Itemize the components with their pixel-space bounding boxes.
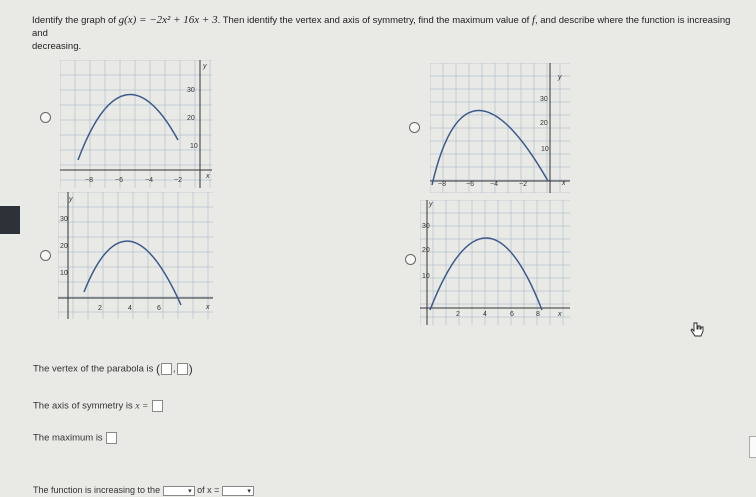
y-tick: 20: [60, 243, 68, 250]
x-tick: 4: [128, 305, 132, 312]
x-axis-label: x: [206, 304, 210, 311]
graph-d-ticks: [422, 201, 562, 318]
option-a-radio[interactable]: [40, 112, 51, 123]
vertex-x-input[interactable]: [161, 363, 172, 375]
chevron-down-icon: ▾: [247, 487, 251, 495]
function-expression: g(x) = −2x² + 16x + 3: [118, 14, 218, 26]
graph-c-svg: [58, 192, 213, 319]
vertex-label: The vertex of the parabola is: [33, 363, 154, 375]
option-b-graph: [430, 63, 570, 193]
parabola-curve: [430, 238, 542, 310]
maximum-input[interactable]: [106, 432, 117, 444]
grid-lines: [58, 192, 213, 319]
grid-lines: [430, 63, 570, 193]
x-tick: −4: [145, 177, 153, 184]
y-tick: 20: [422, 247, 430, 254]
grid-lines: [60, 60, 212, 188]
hand-cursor-icon: [690, 322, 704, 341]
maximum-label: The maximum is: [33, 432, 103, 444]
x-value-dropdown[interactable]: [222, 486, 254, 496]
parabola-curve: [84, 241, 181, 305]
grid-lines: [420, 200, 570, 325]
question-prompt: [32, 14, 742, 53]
option-d-radio[interactable]: [405, 254, 416, 265]
graph-b-svg: [430, 63, 570, 193]
x-axis-label: x: [206, 173, 210, 180]
x-axis-label: x: [562, 180, 566, 187]
right-scroll-handle[interactable]: [749, 436, 756, 458]
graph-a-svg: [60, 60, 212, 188]
increasing-label: The function is increasing to the: [33, 485, 161, 495]
increasing-question: [33, 485, 254, 496]
option-b-radio[interactable]: [409, 122, 420, 133]
x-tick: 2: [456, 311, 460, 318]
maximum-question: [33, 432, 118, 444]
y-tick: 30: [60, 216, 68, 223]
x-tick: 6: [510, 311, 514, 318]
option-c-radio[interactable]: [40, 250, 51, 261]
vertex-question: The vertex of the parabola is ( , ): [33, 362, 193, 376]
y-tick: 30: [422, 223, 430, 230]
of-x-label: of x =: [197, 485, 220, 495]
axis-question: [33, 400, 164, 412]
graph-d-svg: [420, 200, 570, 325]
option-a-graph: [60, 60, 212, 188]
f-symbol: f: [531, 14, 535, 26]
x-tick: −6: [115, 177, 123, 184]
y-axis-label: y: [429, 201, 433, 208]
x-tick: −4: [490, 181, 498, 188]
x-tick: −2: [519, 181, 527, 188]
prompt-text-1: Identify the graph of: [32, 15, 119, 26]
y-tick: 10: [541, 146, 549, 153]
y-tick: 10: [422, 273, 430, 280]
option-c-graph: [58, 192, 213, 319]
option-d-graph: [420, 200, 570, 325]
left-panel-tab[interactable]: [0, 206, 20, 234]
parabola-curve: [432, 110, 548, 185]
vertex-y-input[interactable]: [177, 363, 188, 375]
x-axis-label: x: [558, 311, 562, 318]
y-axis-label: y: [203, 63, 207, 70]
y-tick: 10: [190, 143, 198, 150]
x-tick: 8: [536, 311, 540, 318]
x-tick: −6: [466, 181, 474, 188]
y-tick: 30: [540, 96, 548, 103]
direction-dropdown[interactable]: [163, 486, 195, 496]
y-axis-label: y: [69, 196, 73, 203]
y-tick: 20: [187, 115, 195, 122]
x-tick: 4: [483, 311, 487, 318]
y-tick: 10: [60, 270, 68, 277]
graph-a-ticks: [85, 63, 210, 184]
x-tick: −2: [174, 177, 182, 184]
prompt-text-2: . Then identify the vertex and axis of symmetry, find the maximum value of: [217, 15, 530, 26]
x-tick: −8: [438, 181, 446, 188]
prompt-text-4: decreasing.: [32, 41, 82, 52]
x-tick: 2: [98, 305, 102, 312]
axis-label: The axis of symmetry is: [33, 400, 133, 412]
graph-c-ticks: [60, 196, 210, 312]
axis-input[interactable]: [152, 400, 163, 412]
axis-var: x =: [135, 401, 149, 412]
x-tick: −8: [85, 177, 93, 184]
y-tick: 30: [187, 87, 195, 94]
y-axis-label: y: [558, 74, 562, 81]
x-tick: 6: [157, 305, 161, 312]
y-tick: 20: [540, 120, 548, 127]
prompt-text-3: , and describe where the function is increasing and: [32, 15, 731, 39]
chevron-down-icon: ▾: [188, 487, 192, 495]
